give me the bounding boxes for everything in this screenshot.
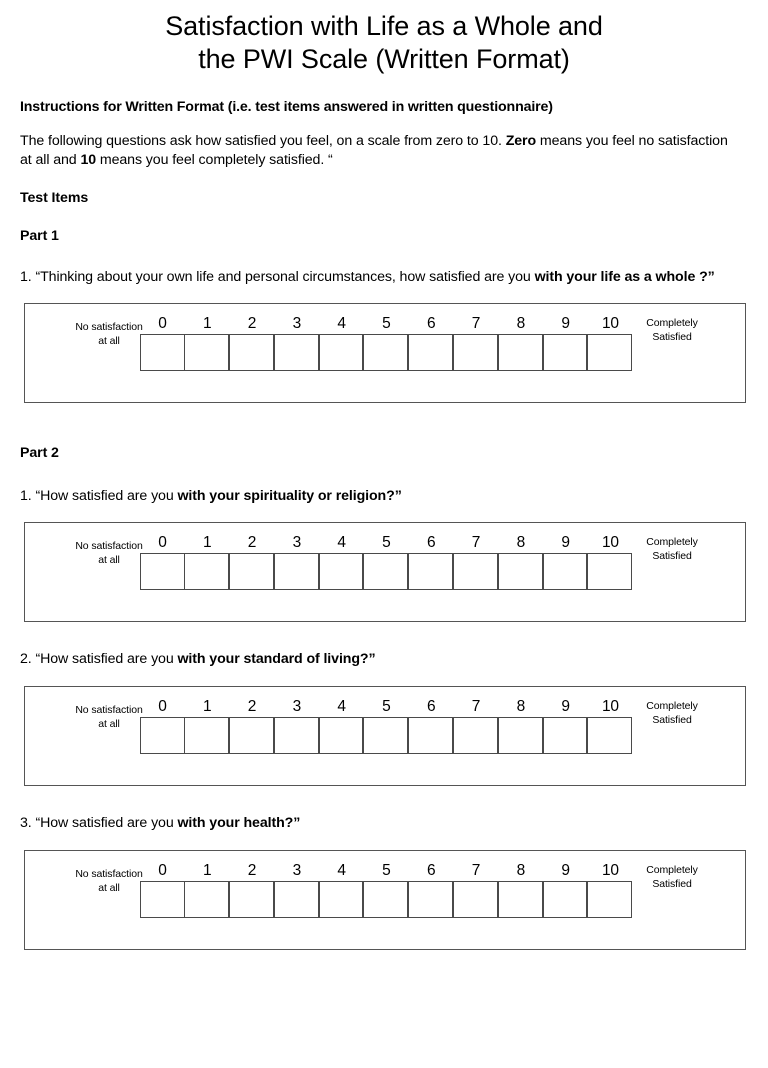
scale-value-label: 4 [337,534,346,551]
scale-right-label-line1: Completely [646,700,698,712]
scale-value-label: 9 [561,862,570,879]
question-part2-3 [20,814,736,833]
scale-checkbox-8[interactable] [498,881,543,918]
scale-checkbox-8[interactable] [498,553,543,590]
scale-value-label: 0 [158,315,167,332]
question-text: “How satisfied are you [35,651,178,667]
scale-column-4 [319,861,364,918]
page-title [0,0,768,76]
instructions-bold-zero: Zero [505,133,537,149]
question-text-bold: with your health?” [177,815,301,831]
scale-checkbox-5[interactable] [363,553,408,590]
question-text: “Thinking about your own life and personal circumstances, how satisfied are you [35,269,535,285]
scale-value-label: 10 [601,862,619,879]
scale-column-2 [230,314,275,371]
scale-part2-q1[interactable] [24,522,746,622]
scale-value-label: 3 [292,698,301,715]
scale-value-label: 8 [516,862,525,879]
scale-column-8 [498,533,543,590]
scale-value-label: 7 [471,698,481,715]
scale-checkbox-7[interactable] [453,881,498,918]
scale-column-0 [140,861,185,918]
scale-column-9 [543,861,588,918]
scale-column-0 [140,697,185,754]
scale-value-label: 4 [337,698,346,715]
question-number: 2. [20,651,36,667]
scale-checkbox-2[interactable] [229,881,274,918]
scale-checkbox-1[interactable] [184,553,229,590]
scale-value-label: 5 [382,534,391,551]
scale-column-2 [230,697,275,754]
scale-value-label: 2 [247,315,257,332]
scale-checkbox-6[interactable] [408,717,453,754]
scale-value-label: 0 [158,862,167,879]
scale-checkbox-1[interactable] [184,334,229,371]
scale-value-label: 10 [601,315,619,332]
scale-value-label: 7 [471,862,481,879]
scale-column-8 [498,697,543,754]
question-part2-2 [20,650,736,669]
scale-value-label: 1 [202,862,212,879]
scale-checkbox-0[interactable] [140,881,185,918]
scale-column-6 [409,697,454,754]
scale-value-label: 8 [516,698,525,715]
scale-checkbox-6[interactable] [408,334,453,371]
scale-value-label: 2 [247,534,257,551]
scale-column-7 [454,533,499,590]
scale-checkbox-1[interactable] [184,881,229,918]
scale-column-6 [409,861,454,918]
scale-column-5 [364,314,409,371]
scale-column-7 [454,314,499,371]
scale-value-label: 3 [292,315,301,332]
scale-left-label-line2: at all [98,335,120,347]
scale-value-label: 0 [158,698,167,715]
scale-value-label: 10 [601,698,619,715]
scale-value-label: 10 [601,534,619,551]
scale-column-5 [364,861,409,918]
scale-column-4 [319,697,364,754]
scale-value-label: 8 [516,534,525,551]
scale-checkbox-9[interactable] [543,553,588,590]
scale-checkbox-1[interactable] [184,717,229,754]
scale-checkbox-10[interactable] [587,553,632,590]
scale-value-label: 1 [202,315,212,332]
scale-value-label: 1 [202,698,212,715]
scale-checkbox-3[interactable] [274,717,319,754]
question-text: “How satisfied are you [35,488,178,504]
scale-right-label-line1: Completely [646,864,698,876]
scale-value-label: 6 [426,698,436,715]
scale-value-label: 4 [337,315,346,332]
scale-value-label: 8 [516,315,525,332]
scale-cells [140,533,633,590]
scale-cells [140,697,633,754]
scale-checkbox-8[interactable] [498,334,543,371]
scale-checkbox-6[interactable] [408,553,453,590]
scale-column-5 [364,697,409,754]
scale-right-label-line1: Completely [646,317,698,329]
scale-left-label-line1: No satisfaction [75,540,143,552]
scale-column-1 [185,861,230,918]
question-text-bold: with your spirituality or religion?” [177,488,402,504]
scale-left-label-line2: at all [98,882,120,894]
question-number: 1. [20,269,36,285]
scale-checkbox-5[interactable] [363,334,408,371]
scale-column-10 [588,861,633,918]
scale-value-label: 5 [382,315,391,332]
scale-column-10 [588,314,633,371]
document-content-q2 [0,650,768,669]
scale-value-label: 0 [158,534,167,551]
scale-column-2 [230,861,275,918]
instructions-text-2: means you feel no satisfaction at all and [20,133,728,168]
scale-column-3 [274,533,319,590]
scale-checkbox-0[interactable] [140,553,185,590]
scale-part1-q1[interactable] [24,303,746,403]
instructions-paragraph [20,132,736,170]
scale-column-3 [274,861,319,918]
scale-column-4 [319,314,364,371]
question-number: 3. [20,815,36,831]
scale-right-label-line2: Satisfied [652,331,692,343]
scale-value-label: 9 [561,534,570,551]
scale-column-3 [274,697,319,754]
question-part2-1 [20,487,736,506]
scale-checkbox-4[interactable] [319,881,364,918]
scale-value-label: 6 [426,862,436,879]
scale-left-label-line1: No satisfaction [75,704,143,716]
section-heading-part-1: Part 1 [20,228,59,244]
document-content-part2 [0,445,768,506]
scale-right-label-line1: Completely [646,536,698,548]
question-text-bold: with your standard of living?” [177,651,376,667]
scale-checkbox-9[interactable] [543,881,588,918]
scale-checkbox-0[interactable] [140,334,185,371]
scale-column-2 [230,533,275,590]
scale-checkbox-10[interactable] [587,334,632,371]
page-title-line-1: Satisfaction with Life as a Whole and [165,11,603,41]
section-heading-part-2: Part 2 [20,445,59,461]
scale-column-9 [543,314,588,371]
scale-column-5 [364,533,409,590]
scale-value-label: 7 [471,315,481,332]
scale-checkbox-10[interactable] [587,717,632,754]
scale-column-8 [498,861,543,918]
scale-checkbox-3[interactable] [274,334,319,371]
scale-column-10 [588,533,633,590]
scale-value-label: 3 [292,534,301,551]
scale-checkbox-4[interactable] [319,717,364,754]
scale-checkbox-2[interactable] [229,717,274,754]
scale-checkbox-3[interactable] [274,553,319,590]
scale-value-label: 6 [426,315,436,332]
scale-checkbox-7[interactable] [453,334,498,371]
scale-column-1 [185,697,230,754]
scale-left-label-line2: at all [98,554,120,566]
scale-value-label: 2 [247,862,257,879]
scale-checkbox-8[interactable] [498,717,543,754]
scale-column-6 [409,314,454,371]
scale-value-label: 2 [247,698,257,715]
scale-column-3 [274,314,319,371]
scale-checkbox-5[interactable] [363,717,408,754]
scale-value-label: 5 [382,698,391,715]
question-part1-1 [20,268,736,287]
scale-column-1 [185,533,230,590]
scale-cells [140,861,633,918]
scale-left-label-line1: No satisfaction [75,321,143,333]
scale-value-label: 1 [202,534,212,551]
scale-checkbox-9[interactable] [543,717,588,754]
scale-value-label: 9 [561,698,570,715]
instructions-heading: Instructions for Written Format (i.e. test items answered in written questionnaire) [20,99,553,115]
scale-value-label: 6 [426,534,436,551]
scale-value-label: 9 [561,315,570,332]
scale-checkbox-4[interactable] [319,334,364,371]
scale-value-label: 5 [382,862,391,879]
question-text-bold: with your life as a whole ?” [534,269,715,285]
scale-right-label-line2: Satisfied [652,878,692,890]
scale-left-label-line1: No satisfaction [75,868,143,880]
page-title-line-2: the PWI Scale (Written Format) [198,44,570,74]
scale-checkbox-7[interactable] [453,717,498,754]
instructions-text-1: The following questions ask how satisfied you feel, on a scale from zero to 10. [20,133,506,149]
scale-column-7 [454,697,499,754]
instructions-text-3: means you feel completely satisfied. “ [96,152,333,168]
scale-column-10 [588,697,633,754]
scale-column-6 [409,533,454,590]
scale-left-label-line2: at all [98,718,120,730]
scale-checkbox-3[interactable] [274,881,319,918]
instructions-bold-ten: 10 [80,152,97,168]
scale-checkbox-2[interactable] [229,334,274,371]
scale-column-4 [319,533,364,590]
scale-column-0 [140,533,185,590]
scale-value-label: 3 [292,862,301,879]
scale-column-9 [543,697,588,754]
question-text: “How satisfied are you [35,815,178,831]
scale-column-1 [185,314,230,371]
scale-checkbox-7[interactable] [453,553,498,590]
scale-checkbox-2[interactable] [229,553,274,590]
scale-checkbox-10[interactable] [587,881,632,918]
scale-checkbox-5[interactable] [363,881,408,918]
scale-part2-q3[interactable] [24,850,746,950]
scale-right-label-line2: Satisfied [652,714,692,726]
scale-checkbox-9[interactable] [543,334,588,371]
document-content-q3 [0,814,768,833]
scale-cells [140,314,633,371]
scale-column-9 [543,533,588,590]
scale-column-7 [454,861,499,918]
document-content [0,98,768,287]
scale-value-label: 4 [337,862,346,879]
scale-right-label-line2: Satisfied [652,550,692,562]
test-items-heading: Test Items [20,190,89,206]
scale-value-label: 7 [471,534,481,551]
question-number: 1. [20,488,36,504]
scale-checkbox-4[interactable] [319,553,364,590]
scale-column-8 [498,314,543,371]
scale-checkbox-6[interactable] [408,881,453,918]
scale-column-0 [140,314,185,371]
scale-part2-q2[interactable] [24,686,746,786]
scale-checkbox-0[interactable] [140,717,185,754]
